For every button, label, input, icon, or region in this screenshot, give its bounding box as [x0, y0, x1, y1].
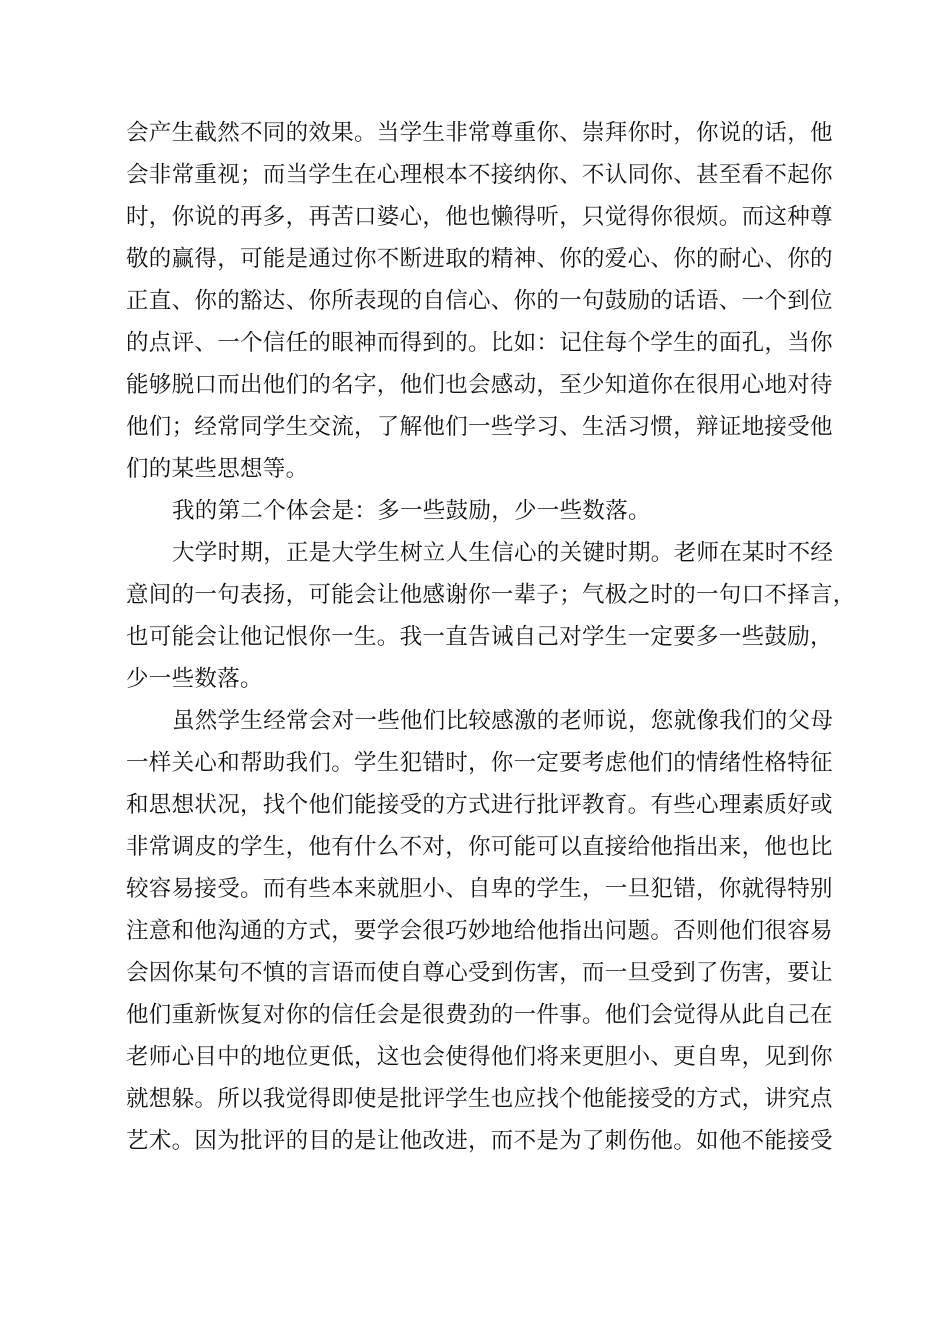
text-line: 的点评、一个信任的眼神而得到的。比如：记住每个学生的面孔，当你 — [126, 330, 833, 356]
text-line: 非常调皮的学生，他有什么不对，你可能可以直接给他指出来，他也比 — [126, 834, 833, 860]
text-line: 意间的一句表扬，可能会让他感谢你一辈子；气极之时的一句口不择言， — [126, 582, 856, 608]
text-line: 会产生截然不同的效果。当学生非常尊重你、崇拜你时，你说的话，他 — [126, 120, 833, 146]
text-line: 他们重新恢复对你的信任会是很费劲的一件事。他们会觉得从此自己在 — [126, 1002, 833, 1028]
text-line: 我的第二个体会是：多一些鼓励，少一些数落。 — [172, 498, 651, 524]
text-line: 们的某些思想等。 — [126, 456, 309, 482]
text-line: 他们；经常同学生交流，了解他们一些学习、生活习惯，辩证地接受他 — [126, 414, 833, 440]
document-body — [126, 112, 856, 1162]
text-line: 正直、你的豁达、你所表现的自信心、你的一句鼓励的话语、一个到位 — [126, 288, 833, 314]
text-line: 就想躲。所以我觉得即使是批评学生也应找个他能接受的方式，讲究点 — [126, 1086, 833, 1112]
text-line: 艺术。因为批评的目的是让他改进，而不是为了刺伤他。如他不能接受 — [126, 1128, 833, 1154]
text-line: 少一些数落。 — [126, 666, 263, 692]
text-line: 老师心目中的地位更低，这也会使得他们将来更胆小、更自卑，见到你 — [126, 1044, 833, 1070]
text-line: 较容易接受。而有些本来就胆小、自卑的学生，一旦犯错，你就得特别 — [126, 876, 833, 902]
text-line: 会非常重视；而当学生在心理根本不接纳你、不认同你、甚至看不起你 — [126, 162, 833, 188]
text-line: 敬的赢得，可能是通过你不断进取的精神、你的爱心、你的耐心、你的 — [126, 246, 833, 272]
text-line: 也可能会让他记恨你一生。我一直告诫自己对学生一定要多一些鼓励， — [126, 624, 833, 650]
text-line: 和思想状况，找个他们能接受的方式进行批评教育。有些心理素质好或 — [126, 792, 833, 818]
text-line: 时，你说的再多，再苦口婆心，他也懒得听，只觉得你很烦。而这种尊 — [126, 204, 833, 230]
text-line: 能够脱口而出他们的名字，他们也会感动，至少知道你在很用心地对待 — [126, 372, 833, 398]
text-line: 虽然学生经常会对一些他们比较感激的老师说，您就像我们的父母 — [172, 708, 834, 734]
text-line: 会因你某句不慎的言语而使自尊心受到伤害，而一旦受到了伤害，要让 — [126, 960, 833, 986]
text-line: 注意和他沟通的方式，要学会很巧妙地给他指出问题。否则他们很容易 — [126, 918, 833, 944]
text-line: 大学时期，正是大学生树立人生信心的关键时期。老师在某时不经 — [172, 540, 834, 566]
text-line: 一样关心和帮助我们。学生犯错时，你一定要考虑他们的情绪性格特征 — [126, 750, 833, 776]
